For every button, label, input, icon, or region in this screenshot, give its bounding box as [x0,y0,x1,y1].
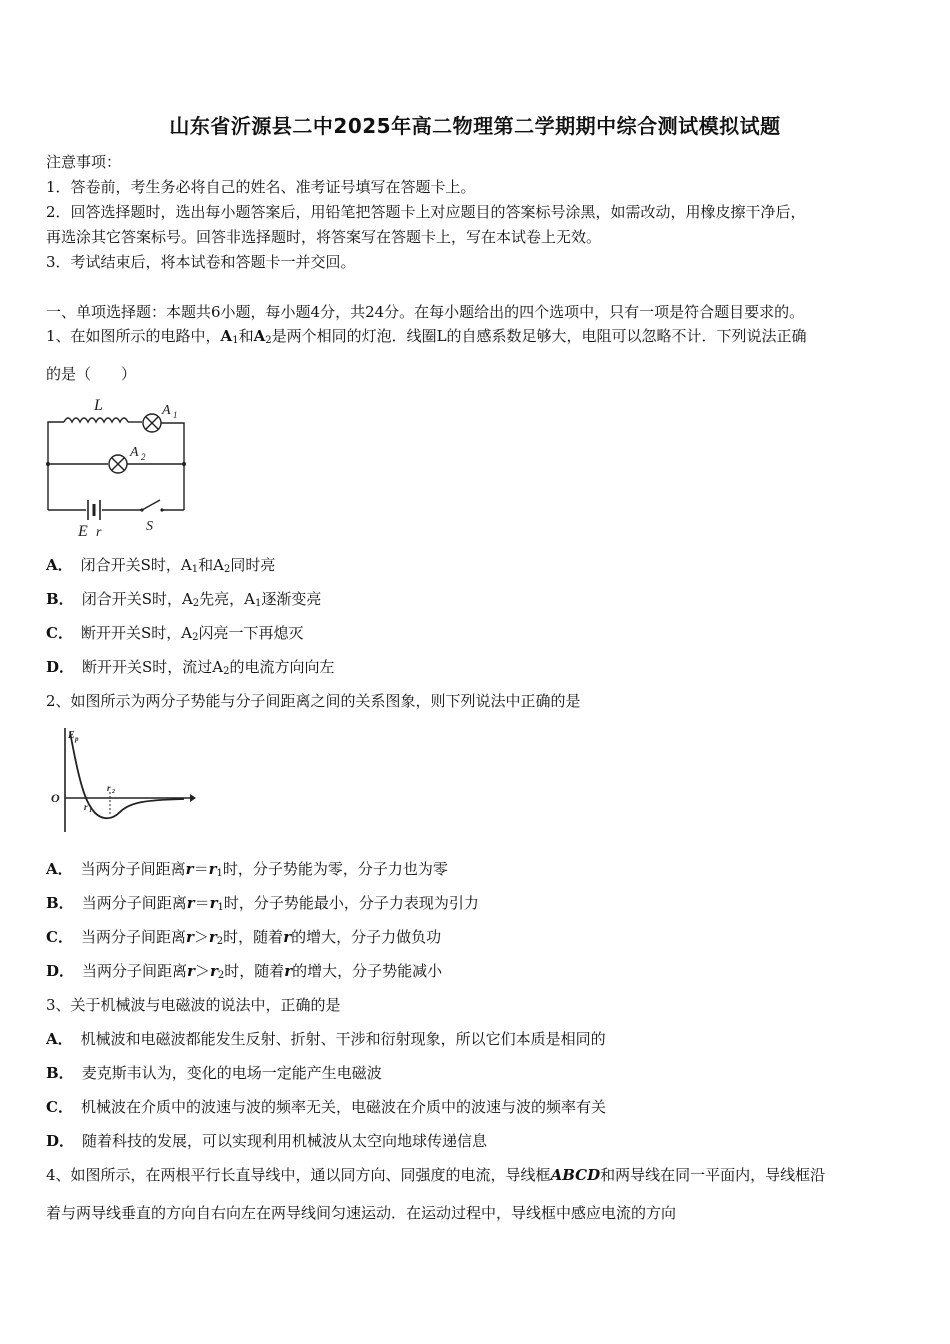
q3-option-b: B． 麦克斯韦认为，变化的电场一定能产生电磁波 [46,1064,382,1082]
notice-item-3: 3．考试结束后，将本试卷和答题卡一并交回。 [46,253,356,271]
q4-stem-line2: 着与两导线垂直的方向自右向左在两导线间匀速运动．在运动过程中，导线框中感应电流的方向 [46,1204,677,1222]
q2-fig-label-ep: E [68,730,75,741]
section-heading: 一、单项选择题：本题共6小题，每小题4分，共24分。在每小题给出的四个选项中，只有一项是符合题目要求的。 [46,303,805,321]
notice-item-1: 1．答卷前，考生务必将自己的姓名、准考证号填写在答题卡上。 [46,178,476,196]
q1-fig-label-r: r [96,525,102,540]
notice-item-2: 2．回答选择题时，选出每小题答案后，用铅笔把答题卡上对应题目的答案标号涂黑，如需改动，用橡皮擦干净后， [46,203,806,221]
q3-option-c: C． 机械波在介质中的波速与波的频率无关，电磁波在介质中的波速与波的频率有关 [46,1098,606,1116]
page-title: 山东省沂源县二中2025年高二物理第二学期期中综合测试模拟试题 [169,114,781,138]
q1-option-d: D． 断开开关S时，流过$A_2$的电流方向向左 [46,658,335,677]
q2-fig-label-r1-sub: 1 [89,808,92,814]
q1-fig-label-a2: A [130,445,139,460]
q2-option-a: A． 当两分子间距离$r=r_1$时，分子势能为零，分子力也为零 [46,860,448,879]
q1-fig-label-a2-sub: 2 [141,452,146,462]
q2-fig-label-r1: r [84,802,88,812]
q2-option-c: C． 当两分子间距离$r>r_2$时，随着r的增大，分子力做负功 [46,928,442,947]
q1-stem-line1: 1、在如图所示的电路中，$A_1$和$A_2$是两个相同的灯泡．线圈L的自感系数足够大，电阻可以忽略不计．下列说法正确 [46,327,807,346]
q1-option-a: A． 闭合开关S时，$A_1$和$A_2$同时亮 [46,556,276,575]
q2-fig-label-origin: O [51,791,60,805]
q1-circuit-figure [40,392,200,542]
q3-option-a: A． 机械波和电磁波都能发生反射、折射、干涉和衍射现象，所以它们本质是相同的 [46,1030,606,1048]
q2-option-d: D． 当两分子间距离$r>r_2$时，随着r的增大，分子势能减小 [46,962,443,981]
q2-potential-energy-graph [46,724,196,836]
notice-item-2-cont: 再选涂其它答案标号。回答非选择题时，将答案写在答题卡上，写在本试卷上无效。 [46,228,602,246]
q2-option-b: B． 当两分子间距离$r=r_1$时，分子势能最小，分子力表现为引力 [46,894,479,913]
q1-fig-label-l: L [94,397,103,414]
q1-option-b: B． 闭合开关S时，$A_2$先亮，$A_1$逐渐变亮 [46,590,322,609]
q1-fig-label-e: E [78,523,88,540]
q1-option-c: C． 断开开关S时，$A_2$闪亮一下再熄灭 [46,624,304,643]
notice-heading: 注意事项： [46,153,122,171]
q4-stem-line1: 4、如图所示，在两根平行长直导线中，通以同方向、同强度的电流，导线框ABCD和两导线在同一平面内，导线框沿 [46,1166,826,1184]
q1-fig-label-a1: A [162,403,171,418]
q2-stem: 2、如图所示为两分子势能与分子间距离之间的关系图象，则下列说法中正确的是 [46,692,581,710]
q1-fig-label-s: S [146,519,153,534]
q3-option-d: D． 随着科技的发展，可以实现利用机械波从太空向地球传递信息 [46,1132,488,1150]
q3-stem: 3、关于机械波与电磁波的说法中，正确的是 [46,996,341,1014]
q1-fig-label-a1-sub: 1 [173,410,178,420]
q2-fig-label-r2-sub: 2 [112,789,115,795]
q2-fig-label-r2: r [107,783,111,793]
q2-fig-label-ep-sub: p [75,735,79,743]
q1-stem-line2: 的是（ ） [46,365,137,383]
